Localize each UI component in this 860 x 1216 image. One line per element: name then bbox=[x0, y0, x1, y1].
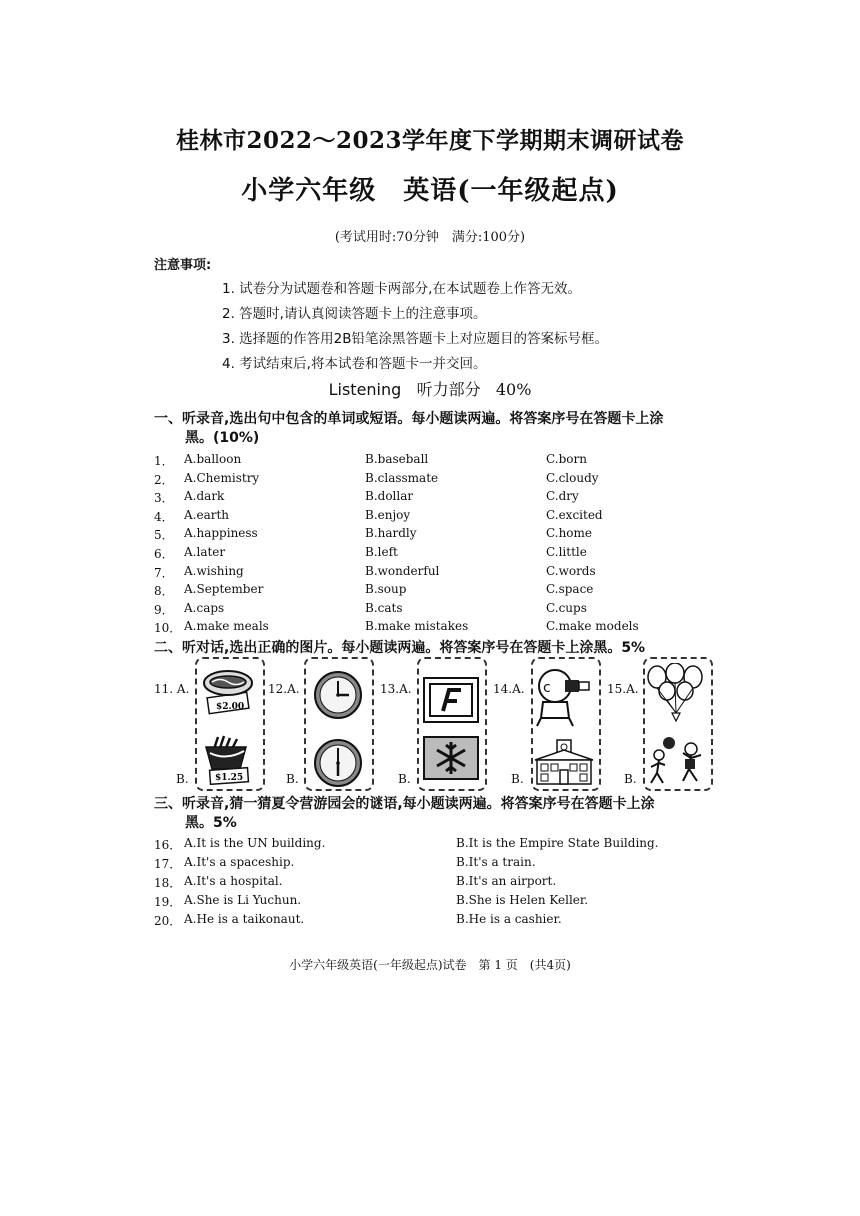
option-c: C.cloudy bbox=[546, 470, 599, 485]
listening-cn: 听力部分 bbox=[416, 380, 481, 399]
section3-line1: 三、听录音,猜一猜夏令营游园会的谜语,每小题读两遍。将答案序号在答题卡上涂 bbox=[154, 796, 655, 812]
section1-heading bbox=[154, 410, 754, 448]
question-number: 1． bbox=[154, 454, 174, 468]
weather-sign-icon bbox=[423, 677, 479, 723]
q14-label: 14.A. bbox=[493, 682, 525, 696]
option-b: B.left bbox=[365, 545, 398, 559]
q11-b-label: B. bbox=[176, 772, 189, 786]
question-number: 6． bbox=[154, 547, 174, 561]
option-c: C.make models bbox=[546, 619, 639, 634]
option-c: C.born bbox=[546, 452, 587, 466]
option-c: C.little bbox=[546, 545, 587, 559]
q13-b-label: B. bbox=[398, 772, 411, 786]
school-building-icon bbox=[533, 738, 595, 786]
question-number: 4． bbox=[154, 509, 174, 524]
option-c: C.words bbox=[546, 563, 596, 578]
option-a: A.He is a taikonaut. bbox=[184, 912, 305, 926]
option-a: A.It's a spaceship. bbox=[184, 855, 295, 869]
option-a: A.It is the UN building. bbox=[184, 836, 326, 850]
section3-heading bbox=[154, 795, 754, 833]
option-a: A.She is Li Yuchun. bbox=[184, 893, 302, 907]
question-number: 3． bbox=[154, 491, 174, 506]
option-a: A.September bbox=[184, 582, 264, 597]
price-b-text: $1.25 bbox=[215, 773, 244, 783]
price-a-text: $2.00 bbox=[216, 702, 245, 712]
question-number: 2． bbox=[154, 472, 174, 487]
option-b: B.make mistakes bbox=[365, 619, 469, 634]
option-a: A.happiness bbox=[184, 526, 258, 541]
option-b: B.wonderful bbox=[365, 563, 440, 578]
question-number: 8． bbox=[154, 584, 174, 599]
fries-price-icon bbox=[200, 735, 258, 785]
clock-icon bbox=[313, 738, 363, 788]
q12-b-label: B. bbox=[286, 772, 299, 786]
notice-item: 4. 考试结束后,将本试卷和答题卡一并交回。 bbox=[222, 356, 487, 372]
option-c: C.dry bbox=[546, 489, 579, 504]
section1-line2: 黑。(10%) bbox=[185, 430, 260, 446]
question-number: 16． bbox=[154, 838, 182, 852]
listening-en: Listening bbox=[328, 380, 402, 399]
q14-b-label: B. bbox=[511, 772, 524, 786]
q13-label: 13.A. bbox=[380, 682, 412, 696]
option-a: A.caps bbox=[184, 600, 225, 615]
option-b: B.classmate bbox=[365, 470, 439, 485]
question-number: 17． bbox=[154, 857, 182, 871]
option-b: B.dollar bbox=[365, 489, 414, 504]
option-b: B.It is the Empire State Building. bbox=[456, 836, 659, 850]
option-b: B.cats bbox=[365, 600, 403, 615]
option-c: C.space bbox=[546, 582, 594, 597]
question-number: 7． bbox=[154, 565, 174, 580]
question-number: 19． bbox=[154, 895, 182, 909]
option-b: B.enjoy bbox=[365, 507, 411, 522]
page-footer: 小学六年级英语(一年级起点)试卷 第 1 页 (共4页) bbox=[289, 958, 571, 972]
option-a: A.dark bbox=[184, 489, 225, 504]
snowflake-icon bbox=[423, 736, 479, 780]
option-b: B.baseball bbox=[365, 452, 429, 466]
q12-label: 12.A. bbox=[268, 682, 300, 696]
exam-title: 桂林市2022～2023学年度下学期期末调研试卷 bbox=[175, 127, 685, 154]
option-a: A.later bbox=[184, 545, 226, 559]
balloons-icon bbox=[645, 663, 707, 723]
kids-playing-ball-icon bbox=[645, 735, 709, 787]
notice-heading: 注意事项: bbox=[154, 258, 212, 273]
option-a: A.Chemistry bbox=[184, 470, 260, 485]
notice-item: 3. 选择题的作答用2B铅笔涂黑答题卡上对应题目的答案标号框。 bbox=[222, 331, 609, 347]
q11-label: 11. A. bbox=[154, 682, 190, 696]
option-b: B.He is a cashier. bbox=[456, 912, 562, 926]
section2-heading: 二、听对话,选出正确的图片。每小题读两遍。将答案序号在答题卡上涂黑。5% bbox=[154, 640, 646, 656]
question-number: 20． bbox=[154, 914, 182, 928]
question-number: 9． bbox=[154, 602, 174, 617]
question-number: 10． bbox=[154, 621, 182, 636]
option-b: B.hardly bbox=[365, 526, 417, 541]
option-b: B.soup bbox=[365, 582, 407, 597]
svg-text:c: c bbox=[543, 680, 551, 696]
option-b: B.It's an airport. bbox=[456, 874, 557, 888]
question-number: 5． bbox=[154, 528, 174, 543]
boy-camera-icon bbox=[533, 664, 597, 728]
option-a: A.make meals bbox=[184, 619, 269, 634]
q15-label: 15.A. bbox=[607, 682, 639, 696]
listening-pct: 40% bbox=[495, 380, 532, 399]
exam-info: (考试用时:70分钟 满分:100分) bbox=[334, 230, 526, 245]
option-a: A.earth bbox=[184, 507, 230, 522]
exam-subtitle: 小学六年级 英语(一年级起点) bbox=[241, 176, 619, 206]
option-c: C.excited bbox=[546, 507, 603, 522]
option-b: B.It's a train. bbox=[456, 855, 536, 869]
section1-line1: 一、听录音,选出句中包含的单词或短语。每小题读两遍。将答案序号在答题卡上涂 bbox=[154, 411, 664, 427]
option-a: A.wishing bbox=[184, 563, 244, 578]
hotdog-price-icon bbox=[200, 665, 258, 717]
section3-line2: 黑。5% bbox=[185, 815, 237, 831]
q15-b-label: B. bbox=[624, 772, 637, 786]
option-a: A.balloon bbox=[184, 452, 242, 466]
notice-item: 1. 试卷分为试题卷和答题卡两部分,在本试题卷上作答无效。 bbox=[222, 281, 581, 297]
clock-icon bbox=[313, 670, 363, 720]
option-b: B.She is Helen Keller. bbox=[456, 893, 589, 907]
notice-item: 2. 答题时,请认真阅读答题卡上的注意事项。 bbox=[222, 306, 487, 322]
question-number: 18． bbox=[154, 876, 182, 890]
option-c: C.cups bbox=[546, 600, 587, 615]
option-c: C.home bbox=[546, 526, 593, 541]
option-a: A.It's a hospital. bbox=[184, 874, 283, 888]
listening-header bbox=[0, 377, 860, 400]
